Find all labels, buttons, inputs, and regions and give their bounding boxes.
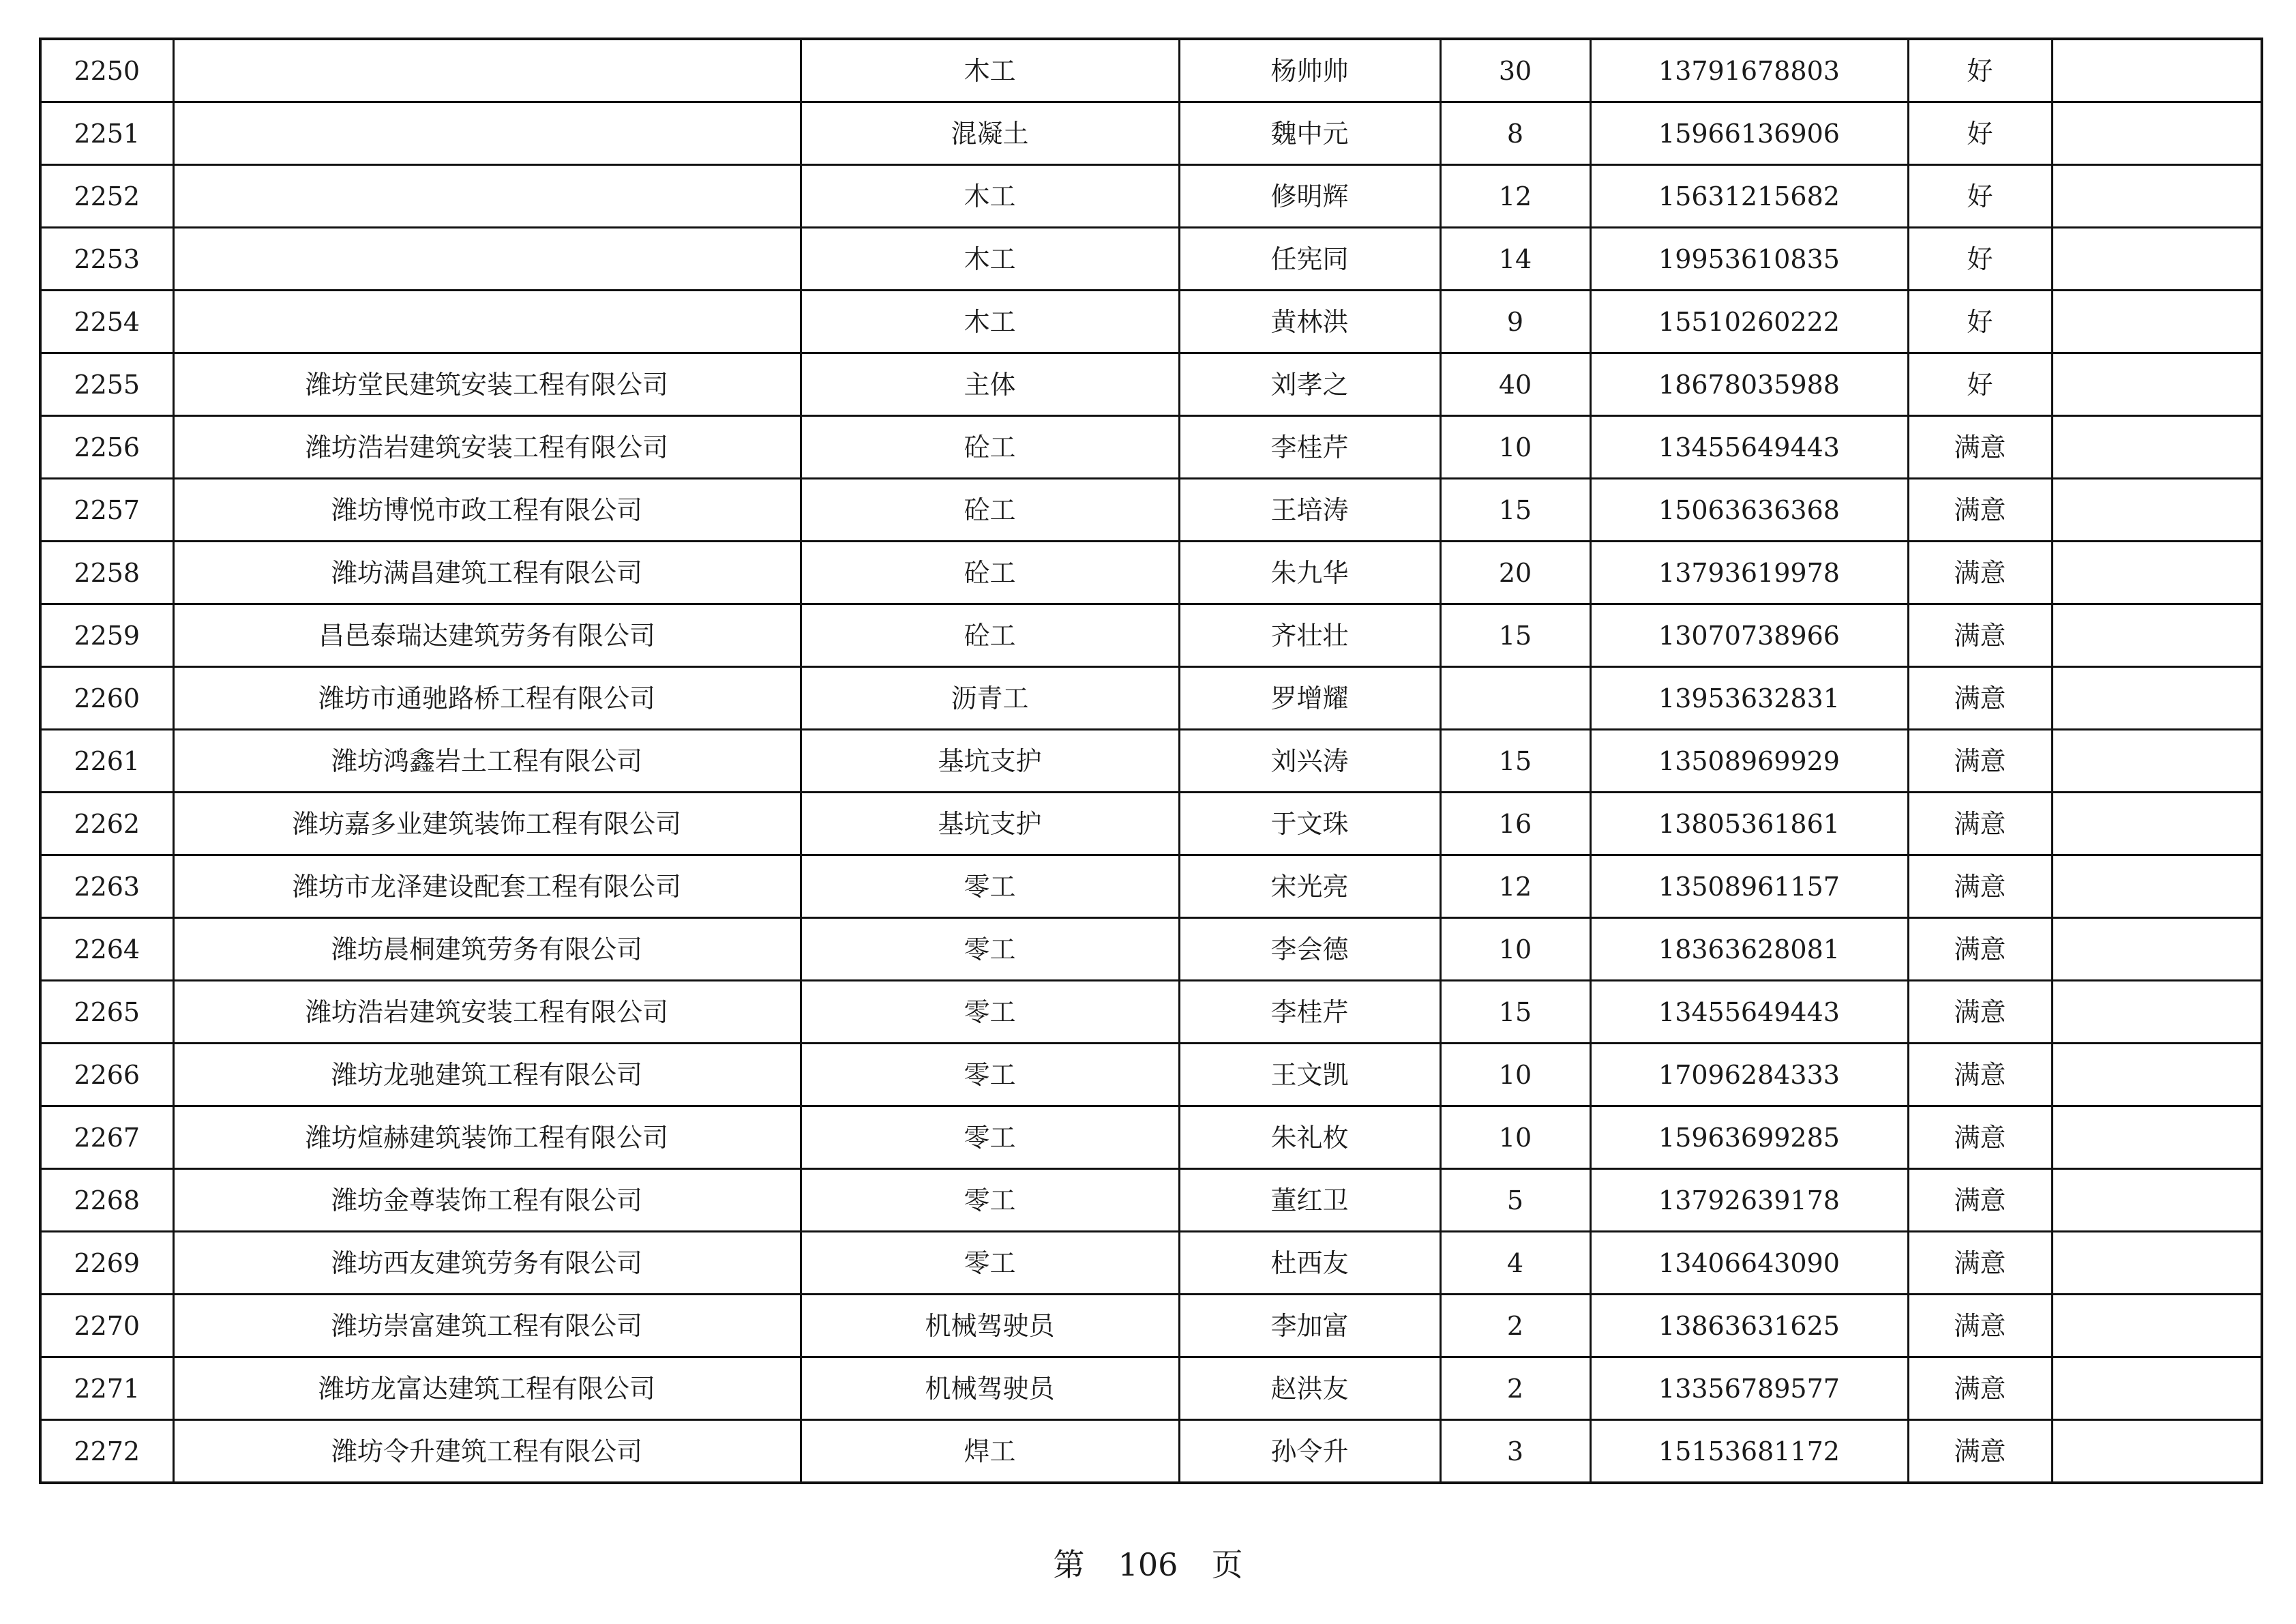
table-row — [40, 667, 2262, 730]
rating-cell: 满意 — [1908, 855, 2052, 918]
contact-name-cell: 王文凯 — [1179, 1044, 1440, 1106]
phone-cell: 13455649443 — [1590, 416, 1908, 479]
remark-cell — [2052, 918, 2262, 981]
trade-cell: 砼工 — [801, 542, 1179, 604]
phone-cell: 15631215682 — [1590, 165, 1908, 228]
worker-count-cell: 5 — [1440, 1169, 1590, 1232]
worker-count-cell: 9 — [1440, 291, 1590, 353]
worker-count-cell: 12 — [1440, 165, 1590, 228]
row-number-cell: 2261 — [40, 730, 173, 793]
row-number-cell: 2264 — [40, 918, 173, 981]
contact-name-cell: 李加富 — [1179, 1295, 1440, 1357]
page-footer — [0, 1540, 2296, 1585]
table-body — [40, 39, 2262, 1483]
remark-cell — [2052, 291, 2262, 353]
trade-cell: 零工 — [801, 918, 1179, 981]
contact-name-cell: 赵洪友 — [1179, 1357, 1440, 1420]
table-row — [40, 353, 2262, 416]
contact-name-cell: 杨帅帅 — [1179, 39, 1440, 102]
row-number-cell: 2256 — [40, 416, 173, 479]
remark-cell — [2052, 667, 2262, 730]
trade-cell: 零工 — [801, 981, 1179, 1044]
phone-cell: 13793619978 — [1590, 542, 1908, 604]
row-number-cell: 2258 — [40, 542, 173, 604]
phone-cell: 15153681172 — [1590, 1420, 1908, 1483]
rating-cell: 满意 — [1908, 1232, 2052, 1295]
row-number-cell: 2268 — [40, 1169, 173, 1232]
table-row — [40, 855, 2262, 918]
remark-cell — [2052, 1420, 2262, 1483]
trade-cell: 零工 — [801, 1106, 1179, 1169]
contact-name-cell: 董红卫 — [1179, 1169, 1440, 1232]
company-cell: 潍坊浩岩建筑安装工程有限公司 — [173, 981, 801, 1044]
worker-count-cell: 2 — [1440, 1357, 1590, 1420]
phone-cell: 13406643090 — [1590, 1232, 1908, 1295]
table-row — [40, 542, 2262, 604]
contact-name-cell: 李会德 — [1179, 918, 1440, 981]
worker-count-cell: 40 — [1440, 353, 1590, 416]
rating-cell: 满意 — [1908, 667, 2052, 730]
remark-cell — [2052, 1232, 2262, 1295]
row-number-cell: 2253 — [40, 228, 173, 291]
worker-count-cell: 10 — [1440, 1044, 1590, 1106]
rating-cell: 满意 — [1908, 542, 2052, 604]
worker-count-cell: 15 — [1440, 604, 1590, 667]
contact-name-cell: 宋光亮 — [1179, 855, 1440, 918]
trade-cell: 机械驾驶员 — [801, 1295, 1179, 1357]
worker-count-cell: 15 — [1440, 981, 1590, 1044]
contact-name-cell: 朱九华 — [1179, 542, 1440, 604]
worker-count-cell: 14 — [1440, 228, 1590, 291]
company-cell: 潍坊金尊装饰工程有限公司 — [173, 1169, 801, 1232]
table-row — [40, 291, 2262, 353]
trade-cell: 木工 — [801, 39, 1179, 102]
contractor-table — [39, 38, 2263, 1484]
company-cell: 潍坊令升建筑工程有限公司 — [173, 1420, 801, 1483]
table-row — [40, 1169, 2262, 1232]
remark-cell — [2052, 793, 2262, 855]
phone-cell: 13792639178 — [1590, 1169, 1908, 1232]
rating-cell: 满意 — [1908, 918, 2052, 981]
remark-cell — [2052, 542, 2262, 604]
table-row — [40, 479, 2262, 542]
rating-cell: 好 — [1908, 228, 2052, 291]
trade-cell: 零工 — [801, 1169, 1179, 1232]
remark-cell — [2052, 981, 2262, 1044]
rating-cell: 满意 — [1908, 604, 2052, 667]
row-number-cell: 2262 — [40, 793, 173, 855]
table-row — [40, 730, 2262, 793]
contact-name-cell: 黄林洪 — [1179, 291, 1440, 353]
rating-cell: 好 — [1908, 353, 2052, 416]
worker-count-cell: 30 — [1440, 39, 1590, 102]
remark-cell — [2052, 416, 2262, 479]
remark-cell — [2052, 1169, 2262, 1232]
company-cell: 潍坊浩岩建筑安装工程有限公司 — [173, 416, 801, 479]
worker-count-cell: 8 — [1440, 102, 1590, 165]
rating-cell: 满意 — [1908, 1169, 2052, 1232]
company-cell: 潍坊煊赫建筑装饰工程有限公司 — [173, 1106, 801, 1169]
row-number-cell: 2272 — [40, 1420, 173, 1483]
row-number-cell: 2255 — [40, 353, 173, 416]
worker-count-cell: 10 — [1440, 416, 1590, 479]
company-cell — [173, 228, 801, 291]
row-number-cell: 2269 — [40, 1232, 173, 1295]
phone-cell: 19953610835 — [1590, 228, 1908, 291]
trade-cell: 零工 — [801, 1044, 1179, 1106]
row-number-cell: 2251 — [40, 102, 173, 165]
company-cell: 潍坊满昌建筑工程有限公司 — [173, 542, 801, 604]
company-cell: 昌邑泰瑞达建筑劳务有限公司 — [173, 604, 801, 667]
table-row — [40, 1295, 2262, 1357]
rating-cell: 满意 — [1908, 793, 2052, 855]
trade-cell: 砼工 — [801, 604, 1179, 667]
phone-cell: 13356789577 — [1590, 1357, 1908, 1420]
remark-cell — [2052, 1106, 2262, 1169]
row-number-cell: 2257 — [40, 479, 173, 542]
trade-cell: 木工 — [801, 165, 1179, 228]
remark-cell — [2052, 855, 2262, 918]
rating-cell: 满意 — [1908, 1106, 2052, 1169]
trade-cell: 焊工 — [801, 1420, 1179, 1483]
rating-cell: 满意 — [1908, 1044, 2052, 1106]
table-row — [40, 793, 2262, 855]
contact-name-cell: 齐壮壮 — [1179, 604, 1440, 667]
rating-cell: 好 — [1908, 291, 2052, 353]
rating-cell: 满意 — [1908, 1357, 2052, 1420]
phone-cell: 13070738966 — [1590, 604, 1908, 667]
contact-name-cell: 刘孝之 — [1179, 353, 1440, 416]
remark-cell — [2052, 1044, 2262, 1106]
row-number-cell: 2250 — [40, 39, 173, 102]
worker-count-cell: 15 — [1440, 479, 1590, 542]
row-number-cell: 2271 — [40, 1357, 173, 1420]
rating-cell: 满意 — [1908, 479, 2052, 542]
trade-cell: 木工 — [801, 291, 1179, 353]
page-label-prefix: 第 — [1053, 1546, 1085, 1583]
table-row — [40, 416, 2262, 479]
rating-cell: 好 — [1908, 165, 2052, 228]
worker-count-cell: 15 — [1440, 730, 1590, 793]
contact-name-cell: 修明辉 — [1179, 165, 1440, 228]
company-cell: 潍坊崇富建筑工程有限公司 — [173, 1295, 801, 1357]
table-row — [40, 1420, 2262, 1483]
remark-cell — [2052, 39, 2262, 102]
worker-count-cell: 16 — [1440, 793, 1590, 855]
trade-cell: 基坑支护 — [801, 730, 1179, 793]
company-cell — [173, 165, 801, 228]
phone-cell: 15966136906 — [1590, 102, 1908, 165]
worker-count-cell: 2 — [1440, 1295, 1590, 1357]
rating-cell: 好 — [1908, 102, 2052, 165]
rating-cell: 满意 — [1908, 416, 2052, 479]
row-number-cell: 2254 — [40, 291, 173, 353]
rating-cell: 满意 — [1908, 1420, 2052, 1483]
contact-name-cell: 任宪同 — [1179, 228, 1440, 291]
table-row — [40, 1044, 2262, 1106]
contact-name-cell: 王培涛 — [1179, 479, 1440, 542]
phone-cell: 18363628081 — [1590, 918, 1908, 981]
remark-cell — [2052, 1357, 2262, 1420]
worker-count-cell: 3 — [1440, 1420, 1590, 1483]
remark-cell — [2052, 353, 2262, 416]
row-number-cell: 2266 — [40, 1044, 173, 1106]
row-number-cell: 2252 — [40, 165, 173, 228]
phone-cell: 13791678803 — [1590, 39, 1908, 102]
trade-cell: 零工 — [801, 1232, 1179, 1295]
row-number-cell: 2267 — [40, 1106, 173, 1169]
remark-cell — [2052, 165, 2262, 228]
phone-cell: 17096284333 — [1590, 1044, 1908, 1106]
remark-cell — [2052, 730, 2262, 793]
table-row — [40, 1357, 2262, 1420]
trade-cell: 基坑支护 — [801, 793, 1179, 855]
company-cell: 潍坊嘉多业建筑装饰工程有限公司 — [173, 793, 801, 855]
table-row — [40, 228, 2262, 291]
contact-name-cell: 杜西友 — [1179, 1232, 1440, 1295]
worker-count-cell: 20 — [1440, 542, 1590, 604]
company-cell: 潍坊鸿鑫岩土工程有限公司 — [173, 730, 801, 793]
table-row — [40, 981, 2262, 1044]
remark-cell — [2052, 228, 2262, 291]
phone-cell: 13805361861 — [1590, 793, 1908, 855]
worker-count-cell: 10 — [1440, 918, 1590, 981]
page-label-suffix: 页 — [1211, 1546, 1243, 1583]
row-number-cell: 2263 — [40, 855, 173, 918]
phone-cell: 13455649443 — [1590, 981, 1908, 1044]
trade-cell: 砼工 — [801, 479, 1179, 542]
phone-cell: 15510260222 — [1590, 291, 1908, 353]
worker-count-cell: 12 — [1440, 855, 1590, 918]
rating-cell: 满意 — [1908, 981, 2052, 1044]
row-number-cell: 2265 — [40, 981, 173, 1044]
company-cell: 潍坊堂民建筑安装工程有限公司 — [173, 353, 801, 416]
trade-cell: 砼工 — [801, 416, 1179, 479]
table-row — [40, 1232, 2262, 1295]
remark-cell — [2052, 604, 2262, 667]
company-cell: 潍坊市龙泽建设配套工程有限公司 — [173, 855, 801, 918]
phone-cell: 15063636368 — [1590, 479, 1908, 542]
phone-cell: 13863631625 — [1590, 1295, 1908, 1357]
remark-cell — [2052, 102, 2262, 165]
contact-name-cell: 于文珠 — [1179, 793, 1440, 855]
worker-count-cell: 4 — [1440, 1232, 1590, 1295]
row-number-cell: 2270 — [40, 1295, 173, 1357]
table-row — [40, 604, 2262, 667]
contact-name-cell: 刘兴涛 — [1179, 730, 1440, 793]
phone-cell: 13508961157 — [1590, 855, 1908, 918]
table-row — [40, 1106, 2262, 1169]
company-cell — [173, 291, 801, 353]
contact-name-cell: 罗增耀 — [1179, 667, 1440, 730]
contact-name-cell: 李桂芹 — [1179, 981, 1440, 1044]
trade-cell: 零工 — [801, 855, 1179, 918]
company-cell: 潍坊晨桐建筑劳务有限公司 — [173, 918, 801, 981]
trade-cell: 沥青工 — [801, 667, 1179, 730]
phone-cell: 18678035988 — [1590, 353, 1908, 416]
company-cell: 潍坊龙驰建筑工程有限公司 — [173, 1044, 801, 1106]
company-cell — [173, 102, 801, 165]
phone-cell: 15963699285 — [1590, 1106, 1908, 1169]
worker-count-cell — [1440, 667, 1590, 730]
table-row — [40, 918, 2262, 981]
contact-name-cell: 孙令升 — [1179, 1420, 1440, 1483]
company-cell: 潍坊龙富达建筑工程有限公司 — [173, 1357, 801, 1420]
contact-name-cell: 魏中元 — [1179, 102, 1440, 165]
worker-count-cell: 10 — [1440, 1106, 1590, 1169]
rating-cell: 满意 — [1908, 1295, 2052, 1357]
rating-cell: 好 — [1908, 39, 2052, 102]
company-cell: 潍坊市通驰路桥工程有限公司 — [173, 667, 801, 730]
table-row — [40, 39, 2262, 102]
contact-name-cell: 朱礼枚 — [1179, 1106, 1440, 1169]
row-number-cell: 2260 — [40, 667, 173, 730]
phone-cell: 13953632831 — [1590, 667, 1908, 730]
company-cell: 潍坊博悦市政工程有限公司 — [173, 479, 801, 542]
trade-cell: 主体 — [801, 353, 1179, 416]
table-row — [40, 165, 2262, 228]
trade-cell: 木工 — [801, 228, 1179, 291]
rating-cell: 满意 — [1908, 730, 2052, 793]
remark-cell — [2052, 479, 2262, 542]
trade-cell: 机械驾驶员 — [801, 1357, 1179, 1420]
trade-cell: 混凝土 — [801, 102, 1179, 165]
remark-cell — [2052, 1295, 2262, 1357]
phone-cell: 13508969929 — [1590, 730, 1908, 793]
company-cell: 潍坊西友建筑劳务有限公司 — [173, 1232, 801, 1295]
row-number-cell: 2259 — [40, 604, 173, 667]
company-cell — [173, 39, 801, 102]
page-number: 106 — [1118, 1546, 1178, 1583]
table-row — [40, 102, 2262, 165]
contact-name-cell: 李桂芹 — [1179, 416, 1440, 479]
